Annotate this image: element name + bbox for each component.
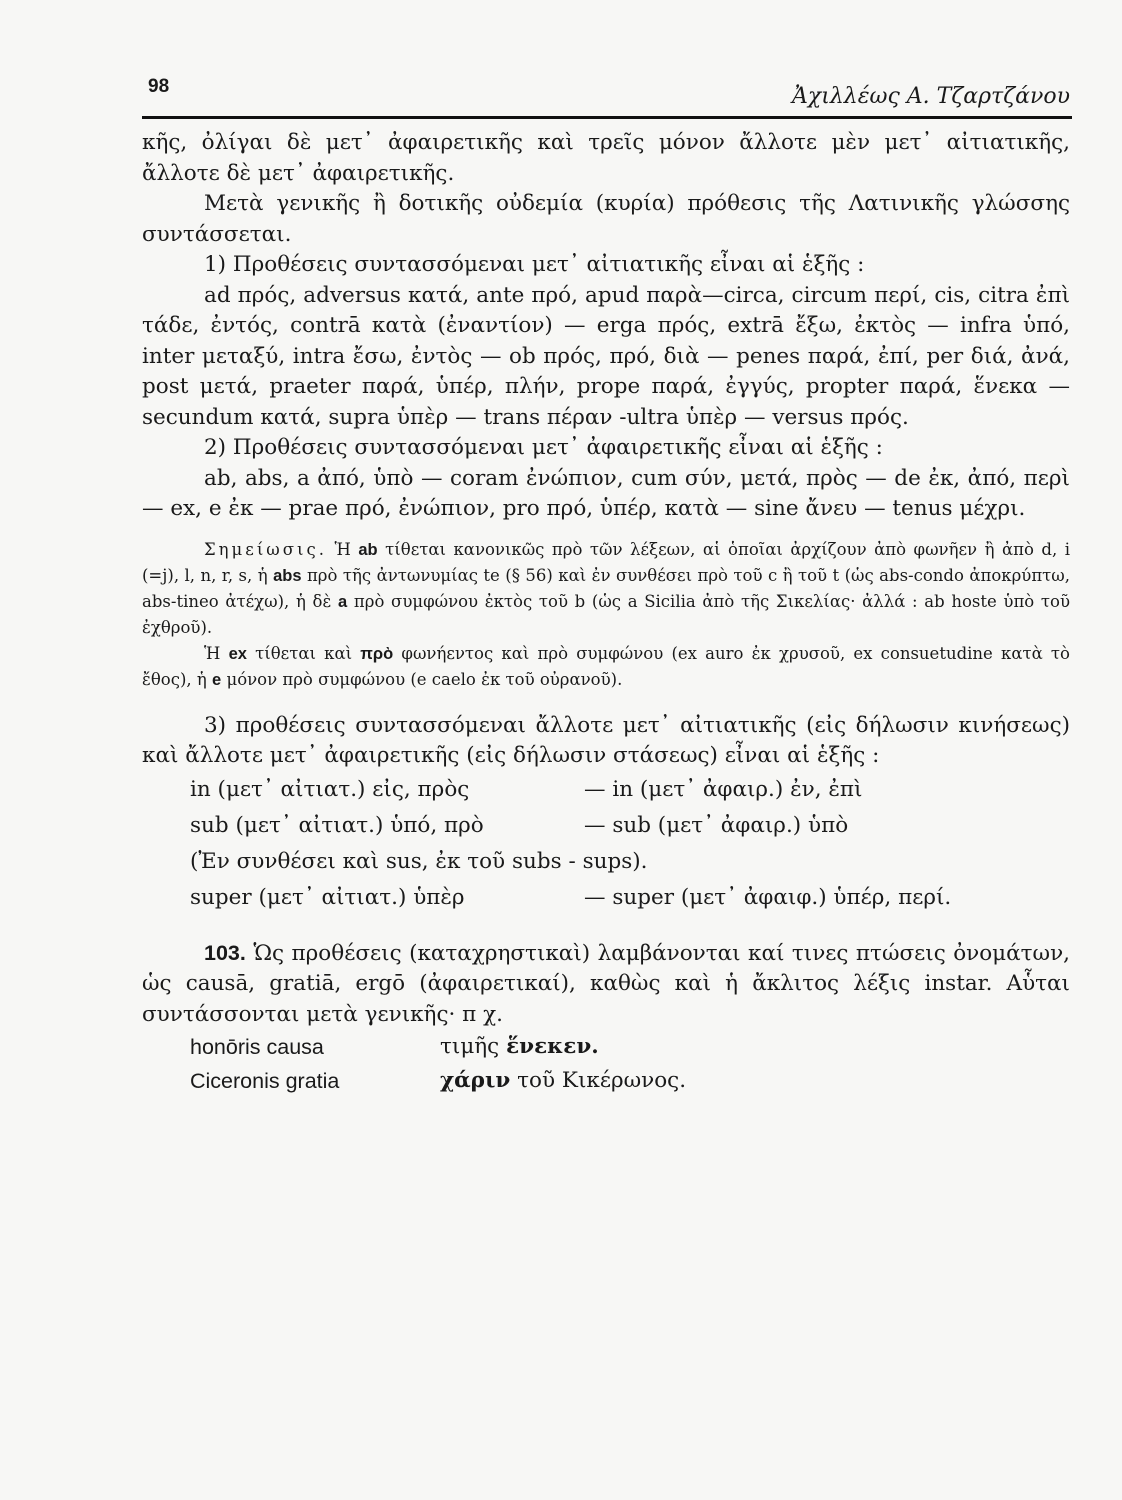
note-label: Σημείωσις.: [204, 539, 327, 559]
paragraph-4-list: ab, abs, a ἀπό, ὑπὸ — coram ἐνώπιον, cum σύν, μετά, πρὸς — de ἐκ, ἀπό, περὶ — ex, e ἐκ — prae πρό, ἐνώπιον, pro πρό, ὑπέρ, κατὰ — sine ἄνευ — tenus μέχρι.: [142, 465, 1070, 521]
preposition-table: [190, 772, 1050, 916]
paragraph-5: 3) προθέσεις συντασσόμεναι ἄλλοτε μετ᾽ αἰτιατικῆς (εἰς δήλωσιν κινήσεως) καὶ ἄλλοτε μετ᾽ ἀφαιρετικῆς (εἰς δήλωσιν στάσεως) εἶναι αἱ ἑξῆς :: [142, 712, 1070, 768]
section-number: 103.: [204, 940, 246, 965]
section-103: 103. Ὡς προθέσεις (καταχρηστικαὶ) λαμβάνονται καί τινες πτώσεις ὀνομάτων, ὡς causā, gratiā, ergō (ἀφαιρετικαί), καθὼς καὶ ἡ ἄκλιτος λέξις instar. Αὗται συντάσσονται μετὰ γενικῆς· π χ.: [142, 940, 1070, 1027]
note-paragraph-2: Ἡ ex τίθεται καὶ πρὸ φωνήεντος καὶ πρὸ συμφώνου (ex auro ἐκ χρυσοῦ, ex consuetudine κατὰ τὸ ἔθος), ἡ e μόνον πρὸ συμφώνου (e caelo ἐκ τοῦ οὐρανοῦ).: [142, 643, 1070, 689]
header-rule: [142, 116, 1072, 119]
note-paragraph-1: Σημείωσις. Ἡ ab τίθεται κανονικῶς πρὸ τῶν λέξεων, αἱ ὁποῖαι ἀρχίζουν ἀπὸ φωνῆεν ἢ ἀπὸ d, i (=j), l, n, r, s, ἡ abs πρὸ τῆς ἀντωνυμίας te (§ 56) καὶ ἐν συνθέσει πρὸ τοῦ c ἢ τοῦ t (ὡς abs-condo ἀποκρύπτω, abs-tineo ἀτέχω), ἡ δὲ a πρὸ συμφώνου ἐκτὸς τοῦ b (ὡς a Sicilia ἀπὸ τῆς Σικελίας· ἀλλά : ab hoste ὑπὸ τοῦ ἐχθροῦ).: [142, 539, 1071, 637]
page-body: [142, 128, 1070, 1098]
table-row: in (μετ᾽ αἰτιατ.) εἰς, πρὸς — in (μετ᾽ ἀφαιρ.) ἐν, ἐπὶ: [190, 776, 863, 802]
table-row: (Ἐν συνθέσει καὶ sus, ἐκ τοῦ subs - sups).: [190, 848, 648, 874]
page-header: [142, 72, 1072, 122]
example-row: Ciceronis gratia χάριν τοῦ Κικέρωνος.: [190, 1068, 687, 1093]
paragraph-2: Μετὰ γενικῆς ἢ δοτικῆς οὐδεμία (κυρία) πρόθεσις τῆς Λατινικῆς γλώσσης συντάσσεται.: [142, 191, 1070, 247]
table-row: super (μετ᾽ αἰτιατ.) ὑπὲρ — super (μετ᾽ ἀφαιφ.) ὑπέρ, περί.: [190, 884, 952, 910]
paragraph-3-heading: 1) Προθέσεις συντασσόμεναι μετ᾽ αἰτιατικῆς εἶναι αἱ ἑξῆς :: [204, 252, 865, 277]
table-row: sub (μετ᾽ αἰτιατ.) ὑπό, πρὸ — sub (μετ᾽ ἀφαιρ.) ὑπὸ: [190, 812, 849, 838]
page-number: 98: [148, 76, 170, 97]
paragraph-3-list: ad πρός, adversus κατά, ante πρό, apud παρὰ—circa, circum περί, cis, citra ἐπὶ τάδε, ἐντός, contrā κατὰ (ἐναντίον) — erga πρός, extrā ἔξω, ἐκτὸς — infra ὑπό, inter μεταξύ, intra ἔσω, ἐντὸς — ob πρός, πρό, διὰ — penes παρά, ἐπί, per διά, ἀνά, post μετά, praeter παρά, ὑπέρ, πλήν, prope παρά, ἐγγύς, propter παρά, ἕνεκα — secundum κατά, supra ὑπὲρ — trans πέραν -ultra ὑπὲρ — versus πρός.: [142, 282, 1070, 430]
running-title: Ἀχιλλέως Α. Τζαρτζάνου: [792, 84, 1070, 109]
paragraph-4-heading: 2) Προθέσεις συντασσόμεναι μετ᾽ ἀφαιρετικῆς εἶναι αἱ ἑξῆς :: [204, 435, 883, 460]
paragraph-1: κῆς, ὀλίγαι δὲ μετ᾽ ἀφαιρετικῆς καὶ τρεῖς μόνον ἄλλοτε μὲν μετ᾽ αἰτιατικῆς, ἄλλοτε δὲ μετ᾽ ἀφαιρετικῆς.: [142, 130, 1070, 186]
example-row: honōris causa τιμῆς ἕνεκεν.: [190, 1034, 599, 1059]
